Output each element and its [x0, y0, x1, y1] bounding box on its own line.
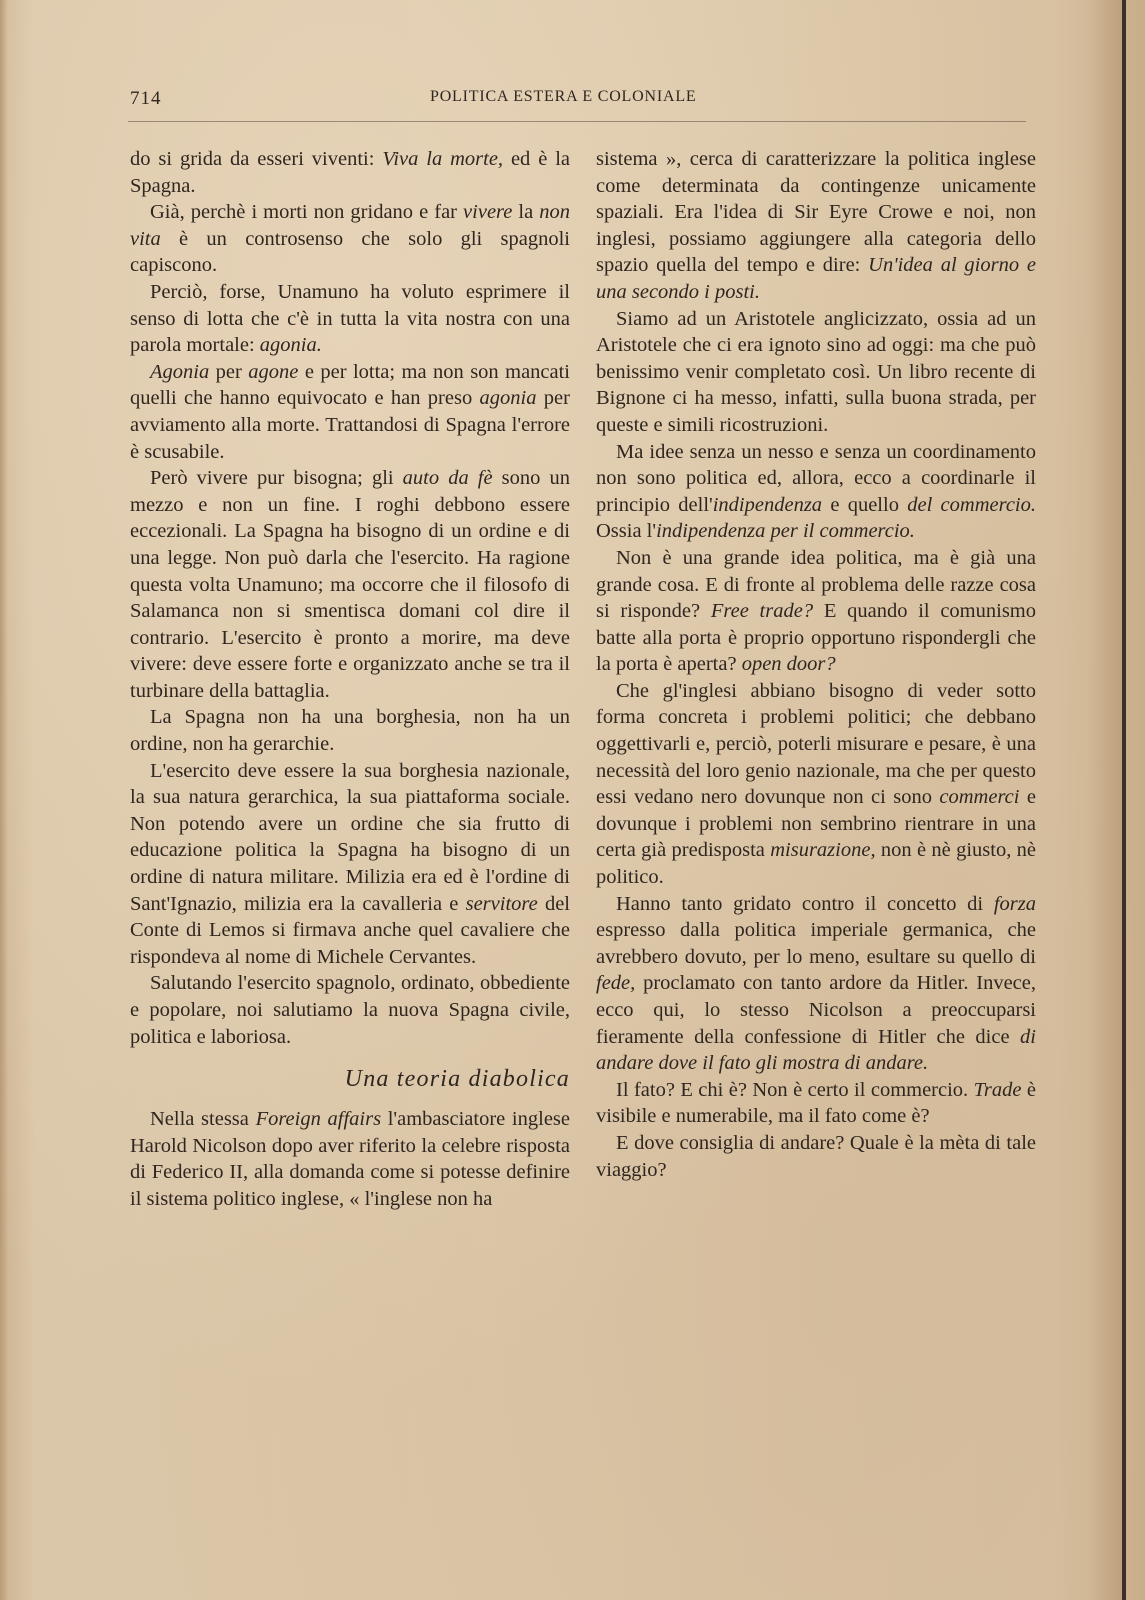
italic-text: di andare dove il fato gli mostra di andare.: [596, 1025, 1036, 1075]
italic-text: Un'idea al giorno e una secondo i posti.: [596, 254, 1036, 303]
text-run: la: [512, 201, 540, 224]
left-column: [130, 146, 570, 1213]
italic-text: Una teoria diabolica: [344, 1066, 570, 1093]
text-run: Non è una grande idea politica, ma è già una grande cosa. E di fronte al problema delle razze cosa si risponde?: [596, 546, 1036, 623]
italic-text: commerci: [939, 786, 1020, 809]
paragraph: [130, 199, 570, 279]
text-run: per avviamento alla morte. Trattandosi di Spagna l'errore è scusabile.: [130, 387, 570, 463]
book-binding: [1122, 0, 1126, 1600]
italic-text: non vita: [130, 201, 570, 250]
text-run: espresso dalla politica imperiale germanica, che avrebbero dovuto, per lo meno, esultare su quello di: [596, 919, 1036, 968]
text-run: do si grida da esseri viventi:: [130, 148, 383, 170]
italic-text: indipendenza: [712, 493, 823, 516]
page-left-edge: [0, 0, 8, 1600]
text-run: l'ambasciatore inglese Harold Nicolson dopo aver riferito la celebre risposta di Federico II, alla domanda come si potesse definire il sistema politico inglese, « l'inglese non ha: [130, 1108, 570, 1210]
italic-text: agonia.: [259, 334, 322, 357]
paragraph: [130, 279, 570, 359]
right-column: [596, 146, 1036, 1183]
text-run: e per lotta; ma non son mancati quelli che hanno equivocato e han preso: [130, 360, 571, 410]
paragraph: [130, 970, 570, 1050]
paragraph: [130, 146, 570, 199]
text-run: sistema », cerca di caratterizzare la politica inglese come determinata da contingenze unicamente spaziali. Era l'idea di Sir Eyre Crowe e noi, non inglesi, possiamo aggiungere alla categoria dello spazio quella del tempo e dire:: [596, 148, 1036, 277]
text-run: La Spagna non ha una borghesia, non ha un ordine, non ha gerarchie.: [130, 706, 570, 756]
section-heading: [130, 1064, 570, 1094]
italic-text: forza: [993, 892, 1036, 915]
text-run: Perciò, forse, Unamuno ha voluto esprimere il senso di lotta che c'è in tutta la vita nostra con una parola mortale:: [130, 280, 570, 357]
text-run: proclamato con tanto ardore da Hitler. Invece, ecco qui, lo stesso Nicolson a preoccuparsi fieramente della confessione di Hitler che dice: [596, 972, 1036, 1048]
text-run: Il fato? E chi è? Non è certo il commercio.: [616, 1078, 974, 1101]
paragraph: [130, 465, 570, 704]
italic-text: Agonia: [150, 360, 210, 383]
paragraph: [596, 146, 1036, 306]
paragraph: [596, 891, 1036, 1077]
italic-text: auto da fè: [402, 467, 493, 490]
text-run: Ma idee senza un nesso e senza un coordinamento non sono politica ed, allora, ecco a coordinarle il principio dell': [596, 440, 1036, 516]
text-run: E quando il comunismo batte alla porta è proprio opportuno rispondergli che la porta è aperta?: [596, 600, 1037, 676]
paragraph: [596, 439, 1036, 545]
text-run: Hanno tanto gridato contro il concetto di: [616, 892, 994, 915]
italic-text: open door?: [741, 653, 836, 676]
italic-text: servitore: [465, 892, 538, 915]
text-run: E dove consiglia di andare? Quale è la mèta di tale viaggio?: [596, 1131, 1036, 1181]
text-run: Ossia l': [596, 520, 657, 543]
text-run: e dovunque i problemi non sembrino rientrare in una certa già predisposta: [596, 786, 1036, 862]
paragraph: [130, 1106, 570, 1212]
binding-shadow: [1088, 0, 1122, 1600]
text-run: del Conte di Lemos si firmava anche quel cavaliere che rispondeva al nome di Michele Cervantes.: [130, 892, 570, 968]
text-run: L'esercito deve essere la sua borghesia nazionale, la sua natura gerarchica, la sua piattaforma sociale. Non potendo avere un ordine che sia frutto di educazione politica la Spagna ha bisogno di un ordine di natura militare. Milizia era ed è l'ordine di Sant'Ignazio, milizia era la cavalleria e: [130, 759, 570, 915]
italic-text: Foreign affairs: [255, 1108, 382, 1131]
paragraph: [596, 1130, 1036, 1183]
paragraph: [596, 678, 1036, 891]
paragraph: [596, 306, 1036, 439]
text-run: Nella stessa: [150, 1108, 256, 1131]
italic-text: fede,: [596, 972, 636, 995]
paragraph: [596, 1077, 1036, 1130]
italic-text: Viva la morte,: [382, 148, 504, 170]
text-run: Siamo ad un Aristotele anglicizzato, ossia ad un Aristotele che ci era ignoto sino ad oggi: ma che può benissimo venir completato così. Un libro recente di Bignone ci ha messo, infatti, sulla buona strada, per queste e simili ricostruzioni.: [596, 307, 1036, 436]
page-number: 714: [130, 88, 162, 109]
italic-text: indipendenza per il commercio.: [656, 520, 915, 543]
italic-text: misurazione,: [770, 839, 876, 862]
text-run: sono un mezzo e non un fine. I roghi debbono essere eccezionali. La Spagna ha bisogno di un ordine e di una legge. Non può darla che l'esercito. Ha ragione questa volta Unamuno; ma occorre che il filosofo di Salamanca non si smentisca domani col dire il contrario. L'esercito è pronto a morire, ma deve vivere: deve essere forte e organizzato anche se tra il turbinare della battaglia.: [130, 467, 570, 702]
text-run: è un controsenso che solo gli spagnoli capiscono.: [130, 227, 570, 277]
text-run: Già, perchè i morti non gridano e far: [150, 201, 464, 224]
text-run: per: [209, 360, 249, 383]
text-run: non è nè giusto, nè politico.: [596, 839, 1036, 889]
paragraph: [130, 704, 570, 757]
italic-text: Free trade?: [710, 600, 814, 623]
running-title: POLITICA ESTERA E COLONIALE: [430, 88, 697, 105]
text-run: Però vivere pur bisogna; gli: [150, 467, 403, 490]
running-header: [130, 88, 1030, 114]
italic-text: vivere: [463, 201, 513, 224]
text-run: Salutando l'esercito spagnolo, ordinato, obbediente e popolare, noi salutiamo la nuova Spagna civile, politica e laboriosa.: [130, 972, 570, 1048]
paragraph: [130, 758, 570, 971]
text-run: e quello: [822, 493, 908, 516]
paragraph: [596, 545, 1036, 678]
italic-text: Trade: [973, 1078, 1022, 1101]
italic-text: del commercio.: [907, 493, 1036, 516]
text-run: ed è la Spagna.: [130, 148, 570, 197]
header-rule: [128, 121, 1026, 122]
italic-text: agone: [248, 360, 299, 383]
text-run: è visibile e numerabile, ma il fato come è?: [596, 1078, 1036, 1128]
text-run: Che gl'inglesi abbiano bisogno di veder sotto forma concreta i problemi politici; che debbano oggettivarli e, perciò, poterli misurare e pesare, è una necessità del loro genio nazionale, ma che per questo essi vedano nero dovunque non ci sono: [596, 679, 1036, 809]
italic-text: agonia: [479, 387, 537, 410]
paragraph: [130, 359, 570, 465]
